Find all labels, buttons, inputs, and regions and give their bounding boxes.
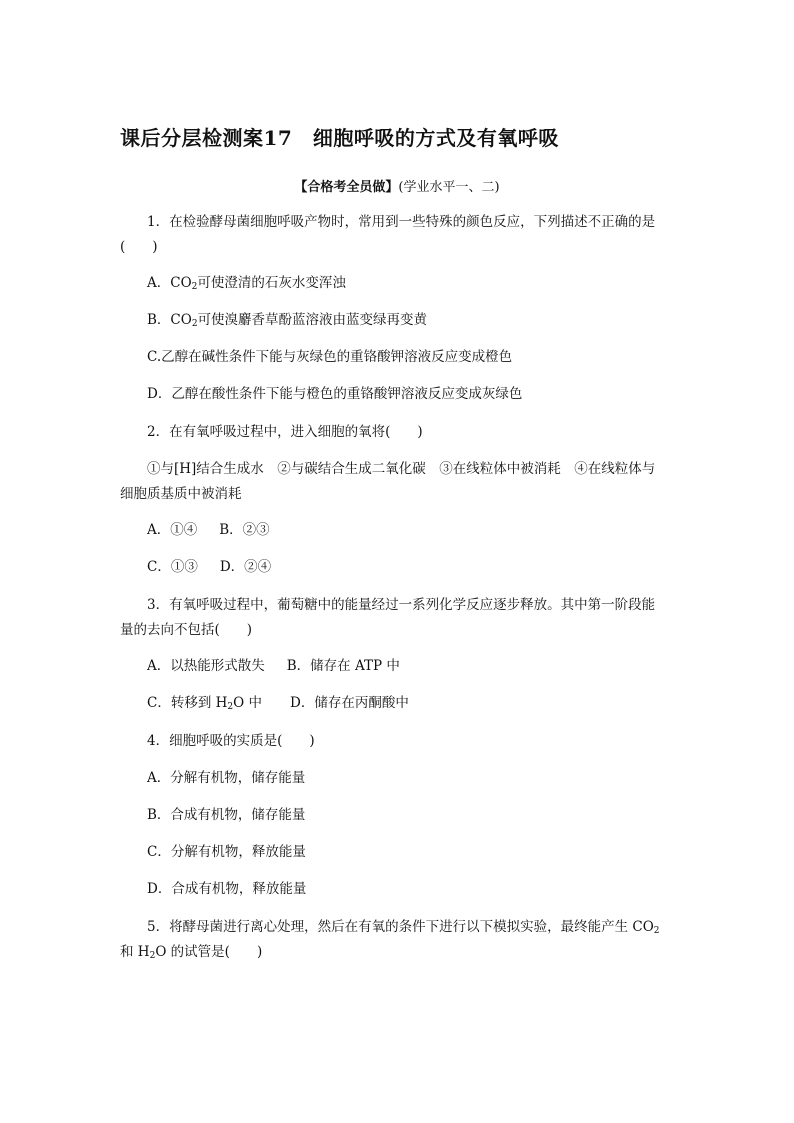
q2-option-d: D．②④ — [219, 559, 272, 575]
q1-option-b-text: 可使溴麝香草酚蓝溶液由蓝变绿再变黄 — [197, 312, 428, 328]
q4-stem: 4．细胞呼吸的实质是( ) — [147, 733, 315, 749]
q4-option-d: D．合成有机物，释放能量 — [147, 881, 307, 897]
page-title: 课后分层检测案17 细胞呼吸的方式及有氧呼吸 — [120, 126, 559, 150]
q1-option-a-text: 可使澄清的石灰水变浑浊 — [197, 275, 346, 291]
q1-option-b-prefix: B．CO — [147, 312, 192, 328]
q4-option-a: A．分解有机物，储存能量 — [147, 770, 306, 786]
q4-option-c: C．分解有机物，释放能量 — [147, 844, 306, 860]
q3-option-c-prefix: C．转移到 H — [147, 695, 228, 711]
q5-stem-line2-sub: 2 — [149, 951, 156, 961]
q5-stem-line2 — [120, 943, 262, 961]
q4-option-b: B．合成有机物，储存能量 — [147, 807, 306, 823]
q3-option-a: A．以热能形式散失 — [147, 658, 265, 674]
q1-stem-line1: 1．在检验酵母菌细胞呼吸产物时，常用到一些特殊的颜色反应，下列描述不正确的是 — [147, 214, 656, 230]
q1-option-a — [147, 274, 346, 292]
q1-option-b — [147, 311, 427, 329]
q5-stem-line2-prefix: 和 H — [120, 944, 150, 960]
q2-items-line2: 细胞质基质中被消耗 — [120, 486, 242, 502]
q1-option-a-sub: 2 — [191, 282, 198, 292]
q3-options-row1 — [147, 657, 400, 675]
q1-option-a-prefix: A．CO — [147, 275, 192, 291]
q3-option-c-text: O 中 — [233, 695, 262, 711]
q3-option-b: B．储存在 ATP 中 — [286, 658, 400, 674]
q2-option-a: A．①④ — [147, 522, 198, 538]
subtitle-bold: 【合格考全员做】 — [294, 180, 399, 195]
q3-option-c-sub: 2 — [227, 702, 234, 712]
q2-options-row2 — [147, 558, 271, 576]
q3-stem-line2: 量的去向不包括( ) — [120, 622, 253, 638]
q2-stem: 2．在有氧呼吸过程中，进入细胞的氧将( ) — [147, 424, 423, 440]
q2-option-c: C．①③ — [147, 559, 198, 575]
q3-stem-line1: 3．有氧呼吸过程中，葡萄糖中的能量经过一系列化学反应逐步释放。其中第一阶段能 — [147, 597, 656, 613]
q2-items-line1: ①与[H]结合生成水 ②与碳结合生成二氧化碳 ③在线粒体中被消耗 ④在线粒体与 — [147, 461, 656, 477]
q5-stem-line2-text: O 的试管是( ) — [155, 944, 263, 960]
q1-stem-line2: ( ) — [120, 239, 158, 255]
q1-option-d: D．乙醇在酸性条件下能与橙色的重铬酸钾溶液反应变成灰绿色 — [147, 386, 523, 402]
q5-stem-line1-sub: 2 — [653, 926, 660, 936]
q2-option-b: B．②③ — [219, 522, 270, 538]
q2-options-row1 — [147, 521, 270, 539]
section-subtitle — [0, 176, 794, 195]
q1-option-c: C.乙醇在碱性条件下能与灰绿色的重铬酸钾溶液反应变成橙色 — [147, 349, 513, 365]
q5-stem-line1-prefix: 5．将酵母菌进行离心处理，然后在有氧的条件下进行以下模拟实验，最终能产生 CO — [147, 919, 654, 935]
q3-options-row2 — [147, 694, 409, 712]
subtitle-rest: (学业水平一、二) — [398, 180, 500, 195]
q5-stem-line1 — [147, 918, 660, 936]
q1-option-b-sub: 2 — [191, 319, 198, 329]
q3-option-d: D．储存在丙酮酸中 — [290, 695, 409, 711]
